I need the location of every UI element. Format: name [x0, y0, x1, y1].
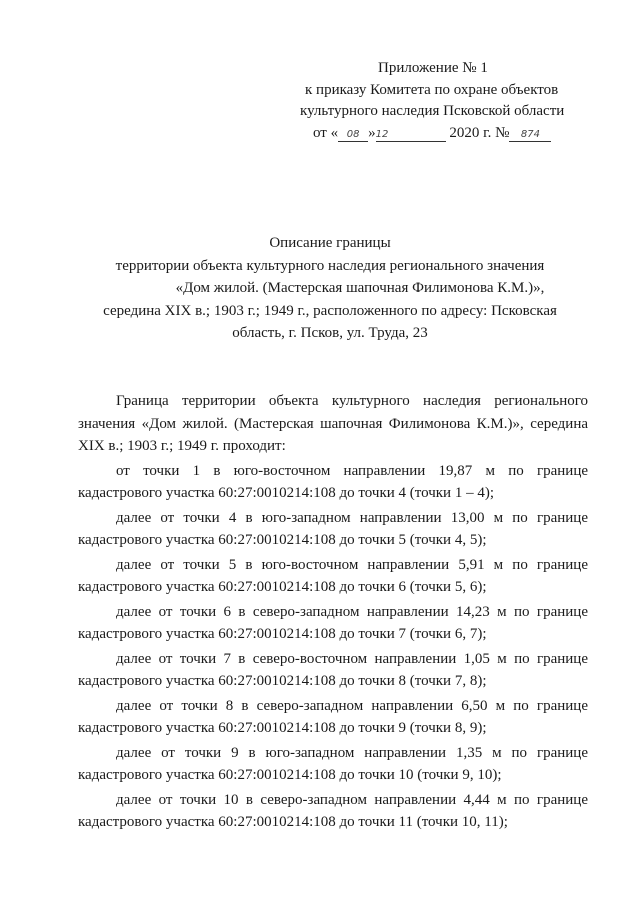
- annex-authority-line: культурного наследия Псковской области: [300, 103, 565, 119]
- document-body: [78, 390, 588, 836]
- boundary-item: далее от точки 6 в северо-западном направлении 14,23 м по границе кадастрового участка 60:27:0010214:108 до точки 7 (точки 6, 7);: [78, 603, 588, 642]
- title-line-4: середина XIX в.; 1903 г.; 1949 г., расположенного по адресу: Псковская: [103, 302, 557, 319]
- date-suffix: 2020 г. №: [449, 124, 510, 141]
- title-line-5: область, г. Псков, ул. Труда, 23: [232, 325, 428, 341]
- boundary-item: от точки 1 в юго-восточном направлении 19,87 м по границе кадастрового участка 60:27:0010214:108 до точки 4 (точки 1 – 4);: [78, 462, 588, 501]
- boundary-item: далее от точки 10 в северо-западном направлении 4,44 м по границе кадастрового участка 60:27:0010214:108 до точки 11 (точки 10, 11);: [78, 791, 588, 830]
- boundary-item: далее от точки 7 в северо-восточном направлении 1,05 м по границе кадастрового участка 60:27:0010214:108 до точки 8 (точки 7, 8);: [78, 650, 588, 689]
- annex-title: Приложение № 1: [378, 60, 488, 76]
- document-title: [70, 232, 590, 345]
- title-line-2: территории объекта культурного наследия регионального значения: [115, 257, 545, 274]
- annex-date-line: [300, 123, 600, 145]
- handwritten-month: 12: [376, 129, 446, 142]
- date-prefix: от «: [313, 124, 339, 141]
- handwritten-number: 874: [509, 129, 551, 142]
- date-mid: »: [368, 124, 376, 141]
- boundary-item: далее от точки 9 в юго-западном направлении 1,35 м по границе кадастрового участка 60:27:0010214:108 до точки 10 (точки 9, 10);: [78, 744, 588, 783]
- intro-paragraph: Граница территории объекта культурного наследия регионального значения «Дом жилой. (Мастерская шапочная Филимонова К.М.)», середина XIX в.; 1903 г.; 1949 г. проходит:: [78, 393, 588, 454]
- boundary-item: далее от точки 5 в юго-восточном направлении 5,91 м по границе кадастрового участка 60:27:0010214:108 до точки 6 (точки 5, 6);: [78, 556, 588, 595]
- handwritten-day: 08: [338, 129, 368, 142]
- annex-order-line: к приказу Комитета по охране объектов: [305, 81, 559, 98]
- title-line-3: «Дом жилой. (Мастерская шапочная Филимонова К.М.)»,: [175, 280, 545, 296]
- boundary-item: далее от точки 8 в северо-западном направлении 6,50 м по границе кадастрового участка 60:27:0010214:108 до точки 9 (точки 8, 9);: [78, 697, 588, 736]
- annex-header: [300, 58, 600, 144]
- boundary-item: далее от точки 4 в юго-западном направлении 13,00 м по границе кадастрового участка 60:27:0010214:108 до точки 5 (точки 4, 5);: [78, 509, 588, 548]
- title-line-1: Описание границы: [269, 235, 391, 251]
